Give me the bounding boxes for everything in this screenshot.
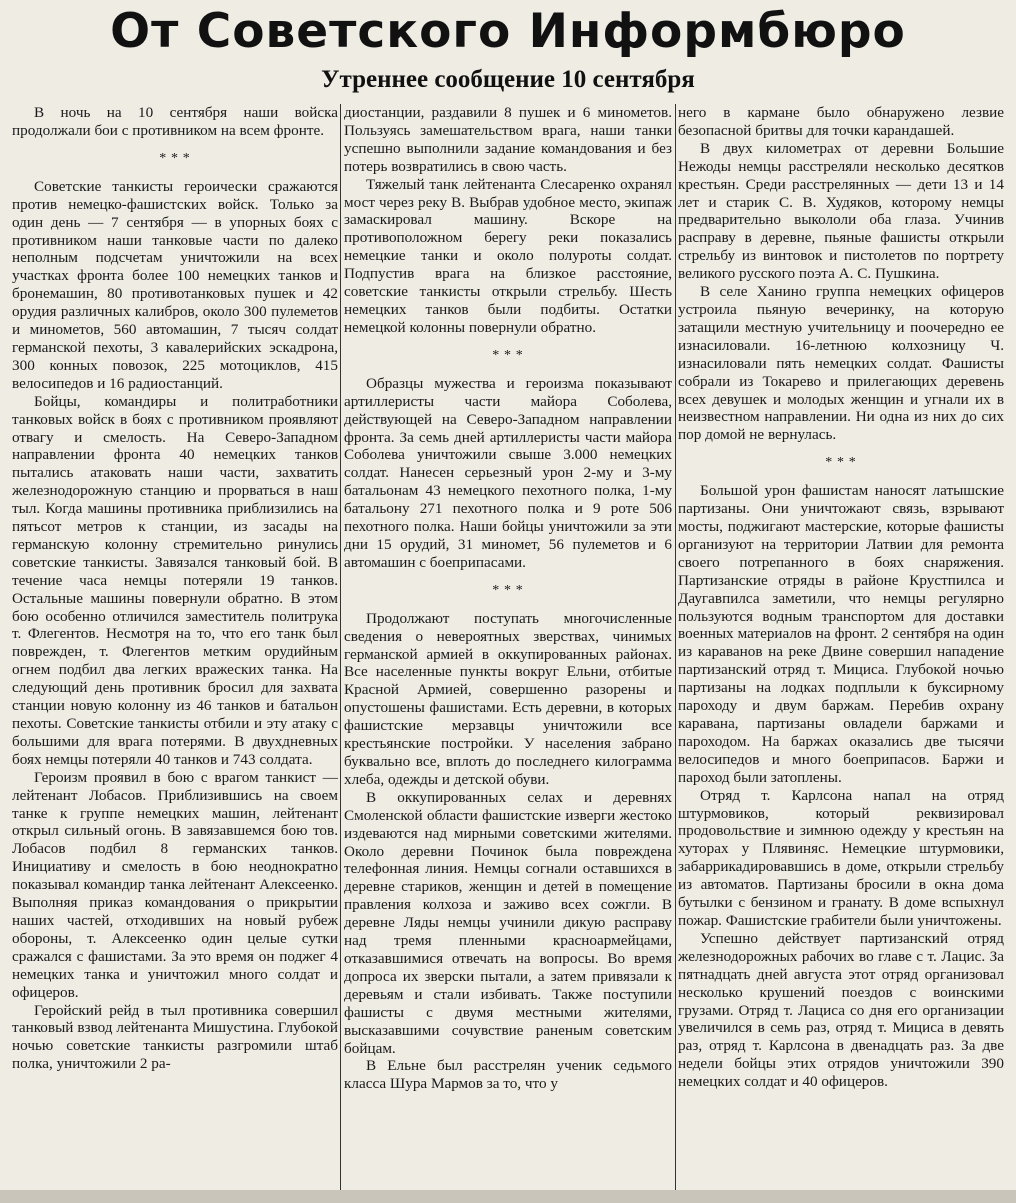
article-paragraph: В Ельне был расстрелян ученик седьмого класса Шура Мармов за то, что у	[344, 1057, 672, 1093]
article-paragraph: Отряд т. Карлсона напал на отряд штурмовиков, который реквизировал продовольствие и зимнюю одежду у крестьян на хуторах у Плявиняс. Немецкие штурмовики, забаррикадировавшись в доме, открыли стрельбу из автоматов. Партизаны бросили в окна дома бутылки с бензином и гранату. В доме вспыхнул пожар. Фашистские грабители были уничтожены.	[678, 786, 1004, 929]
article-paragraph: Геройский рейд в тыл противника совершил танковый взвод лейтенанта Мишустина. Глубокой ночью советские танкисты разгромили штаб полка, уничтожили 2 ра-	[12, 1001, 338, 1073]
section-divider-stars: * * *	[492, 582, 524, 598]
article-paragraph: В селе Ханино группа немецких офицеров устроила пьяную вечеринку, на которую затащили местную учительницу и поочередно ее изнасиловали. 16-летнюю колхозницу Ч. изнасиловали пять немецких солдат. Фашисты собрали из Токарево и прилегающих деревень всех девушек и молодых женщин и угнали их в неизвестном направлении. Ни одна из них до сих пор домой не вернулась.	[678, 283, 1004, 444]
article-paragraph: Образцы мужества и героизма показывают артиллеристы части майора Соболева, действующей на Северо-Западном направлении фронта. За семь дней артиллеристы части майора Соболева уничтожили свыше 3.000 немецких солдат. Нанесен серьезный урон 2-му и 3-му батальонам 43 немецкого пехотного полка, 1-му батальону 271 пехотного полка и 9 роте 506 пехотного полка. Наши бойцы уничтожили за эти дни 15 орудий, 31 миномет, 56 пулеметов и 6 автомашин с боеприпасами.	[344, 374, 672, 571]
article-column-3	[678, 104, 1004, 1199]
section-divider-stars: * * *	[492, 347, 524, 363]
page-bottom-edge	[0, 1190, 1016, 1203]
article-paragraph: В оккупированных селах и деревнях Смоленской области фашистские изверги жестоко издеваются над мирными советскими жителями. Около деревни Починок была повреждена телефонная линия. Немцы согнали оставшихся в деревне стариков, женщин и детей в помещение правления колхоза и заживо всех сожгли. В деревне Ляды немцы учинили дикую расправу над тремя пленными красноармейцами, отказавшимися отвечать на вопросы. Во время допроса их зверски пытали, а затем привязали к деревьям и стали избивать. Также поступили фашисты с двумя местными жителями, высказавшими сочувствие раненым советским бойцам.	[344, 788, 672, 1057]
column-divider	[340, 104, 341, 1194]
column-divider	[675, 104, 676, 1194]
article-paragraph: Продолжают поступать многочисленные сведения о невероятных зверствах, чинимых германской армией в оккупированных районах. Все населенные пункты вокруг Ельни, отбитые Красной Армией, совершенно разорены и опустошены фашистами. Есть деревни, в которых фашистские мерзавцы уничтожили все крестьянские постройки. У населения забрано буквально все, вплоть до последнего килограмма хлеба, одежды и детской обуви.	[344, 609, 672, 788]
article-column-1	[12, 104, 338, 1199]
page-title: От Советского Информбюро	[110, 4, 906, 59]
article-paragraph: В ночь на 10 сентября наши войска продолжали бои с противником на всем фронте.	[12, 104, 338, 139]
page-subtitle: Утреннее сообщение 10 сентября	[321, 66, 695, 93]
section-divider-stars: * * *	[159, 150, 191, 166]
article-paragraph: Успешно действует партизанский отряд железнодорожных рабочих во главе с т. Лацис. За пятнадцать дней августа этот отряд организовал несколько крушений поездов с воинскими грузами. Отряд т. Лациса со дня его организации увеличился в семь раз, отряд т. Мициса в девять раз, отряд т. Карлсона в двенадцать раз. За две недели бойцы этих отрядов уничтожили 390 немецких солдат и 40 офицеров.	[678, 929, 1004, 1091]
article-paragraph: диостанции, раздавили 8 пушек и 6 минометов. Пользуясь замешательством врага, наши танки успешно выполнили задание командования и без потерь возвратились в свою часть.	[344, 104, 672, 175]
article-paragraph: Бойцы, командиры и политработники танковых войск в боях с противником проявляют отвагу и смелость. На Северо-Западном направлении фронта 40 немецких танков пытались атаковать наши части, захватить железнодорожную станцию и прорваться в наш тыл. Когда машины противника приблизились на пятьсот метров к станции, из засады на германскую колонну стремительно ринулись советские танкисты. Завязался танковый бой. В течение часа немцы потеряли 19 танков. Остальные машины повернули обратно. В этом бою особенно отличился заместитель политрука т. Флегентов. Несмотря на то, что его танк был поврежден, т. Флегентов метким орудийным огнем подбил два легких вражеских танка. На следующий день противник бросил для захвата станции новую колонну из 46 танков и батальон пехоты. Советские танкисты отбили и эту атаку с большими для врага потерями. В двухдневных боях немцы потеряли 40 танков и 743 солдата.	[12, 392, 338, 768]
article-paragraph: Советские танкисты героически сражаются против немецко-фашистских войск. Только за один день — 7 сентября — в упорных боях с противником наши танковые части по далеко неполным подсчетам уничтожили на всех участках фронта более 100 немецких танков и бронемашин, 80 противотанковых пушек и 42 орудия различных калибров, около 300 пулеметов и минометов, 560 автомашин, 7 тысяч солдат германской пехоты, 3 кавалерийских эскадрона, 300 конных повозок, 225 мотоциклов, 415 велосипедов и 16 радиостанций.	[12, 177, 338, 392]
article-paragraph: Большой урон фашистам наносят латышские партизаны. Они уничтожают связь, взрывают мосты, поджигают мастерские, которые фашисты организуют на территории Латвии для ремонта своего потрепанного в боях снаряжения. Партизанские отряды в районе Крустпилса и Даугавпилса заметили, что немцы регулярно пользуются водным транспортом для доставки военных материалов на фронт. 2 сентября на один из караванов на реке Двине совершил нападение партизанский отряд т. Мициса. Глубокой ночью партизаны на лодках подплыли к буксирному пароходу и двум баржам. Перебив охрану каравана, партизаны овладели баржами и пароходом. На баржах оказались две тысячи велосипедов и много боеприпасов. Баржи и пароход были затоплены.	[678, 482, 1004, 786]
article-paragraph: Тяжелый танк лейтенанта Слесаренко охранял мост через реку В. Выбрав удобное место, экипаж замаскировал машину. Вскоре на противоположном берегу реки показались немецкие танки и около полуроты солдат. Подпустив врага на близкое расстояние, советские танкисты открыли стрельбу. Шесть немецких танков были подбиты. Остатки немецкой колонны повернули обратно.	[344, 175, 672, 336]
article-paragraph: В двух километрах от деревни Большие Нежоды немцы расстреляли несколько десятков крестьян. Среди расстрелянных — дети 13 и 14 лет и старик С. В. Худяков, которому немцы предварительно выкололи оба глаза. Учинив расправу в деревне, пьяные фашисты открыли стрельбу из винтовок и пистолетов по портрету великого русского поэта А. С. Пушкина.	[678, 139, 1004, 283]
article-column-2	[344, 104, 672, 1199]
section-divider-stars: * * *	[825, 455, 857, 471]
article-paragraph: Героизм проявил в бою с врагом танкист — лейтенант Лобасов. Приблизившись на своем танке к группе немецких машин, лейтенант открыл сильный огонь. В завязавшемся бою тов. Лобасов подбил 8 германских танков. Инициативу и смелость в бою неоднократно показывал командир танка лейтенант Алексеенко. Выполняя приказ командования о прикрытии наших частей, отходивших на новый рубеж обороны, т. Алексеенко один целые сутки сражался с фашистами. За это время он поджег 4 немецких танка и уничтожил много солдат и офицеров.	[12, 768, 338, 1001]
article-paragraph: него в кармане было обнаружено лезвие безопасной бритвы для точки карандашей.	[678, 104, 1004, 139]
